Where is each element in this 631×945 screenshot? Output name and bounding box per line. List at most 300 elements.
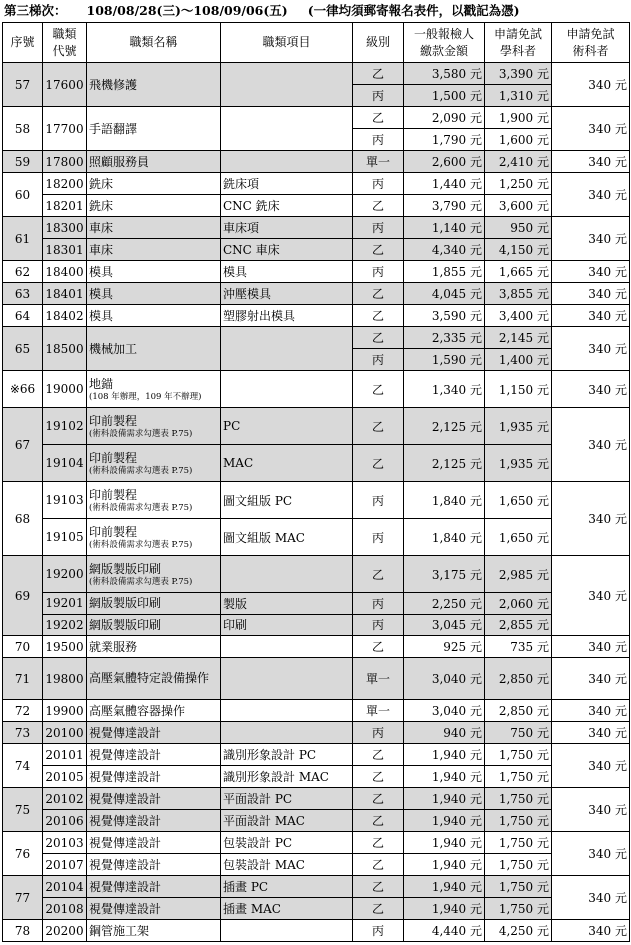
job-note: (108 年辦理，109 年不辦理): [89, 391, 202, 402]
fee-general-cell: 1,940 元: [404, 854, 485, 876]
level-cell: 乙: [353, 327, 404, 349]
table-row: [3, 920, 630, 942]
code-cell: 19000: [43, 371, 87, 408]
name-cell: [87, 371, 221, 408]
item-cell: 平面設計 PC: [221, 788, 353, 810]
job-note: (術科設備需求勾選表 P.75): [89, 502, 193, 513]
code-cell: 18201: [43, 195, 87, 217]
level-cell: 丙: [353, 593, 404, 615]
fee-exempt-written-cell: 1,650 元: [485, 482, 552, 519]
code-cell: 19104: [43, 445, 87, 482]
code-cell: 18400: [43, 261, 87, 283]
fee-exempt-practical-cell: 340 元: [552, 832, 630, 876]
job-name: 模具: [89, 264, 114, 279]
name-cell: [87, 63, 221, 107]
fee-exempt-practical-cell: 340 元: [552, 744, 630, 788]
fee-exempt-written-cell: 750 元: [485, 722, 552, 744]
name-cell: [87, 700, 221, 722]
job-name: 視覺傳達設計: [89, 835, 162, 850]
fee-general-cell: 1,500 元: [404, 85, 485, 107]
level-cell: 乙: [353, 810, 404, 832]
fee-exempt-written-cell: 4,250 元: [485, 920, 552, 942]
title-dates: 108/08/28(三)～108/09/06(五): [86, 3, 288, 18]
code-cell: 19105: [43, 519, 87, 556]
fee-exempt-written-cell: 1,900 元: [485, 107, 552, 129]
job-name: 印前製程: [89, 487, 138, 502]
name-cell: [87, 556, 221, 593]
fee-exempt-written-cell: 3,390 元: [485, 63, 552, 85]
fee-exempt-practical-cell: 340 元: [552, 305, 630, 327]
level-cell: 丙: [353, 129, 404, 151]
level-cell: 乙: [353, 854, 404, 876]
fee-exempt-written-cell: 1,750 元: [485, 832, 552, 854]
code-cell: 17800: [43, 151, 87, 173]
fee-exempt-written-cell: 1,665 元: [485, 261, 552, 283]
table-row: [3, 327, 630, 349]
fee-exempt-practical-cell: 340 元: [552, 107, 630, 151]
fee-exempt-written-cell: 1,935 元: [485, 408, 552, 445]
seq-cell: 77: [3, 876, 43, 920]
code-cell: 19900: [43, 700, 87, 722]
fee-exempt-written-cell: 2,145 元: [485, 327, 552, 349]
item-cell: 印刷: [221, 614, 353, 636]
seq-cell: 67: [3, 408, 43, 482]
seq-cell: 59: [3, 151, 43, 173]
job-name: 車床: [89, 242, 114, 257]
job-name: 地錨: [89, 376, 114, 391]
name-cell: [87, 445, 221, 482]
job-name: 視覺傳達設計: [89, 901, 162, 916]
name-cell: [87, 195, 221, 217]
header-seq: 序號: [3, 23, 43, 63]
item-cell: 識別形象設計 PC: [221, 744, 353, 766]
fee-exempt-written-cell: 1,750 元: [485, 876, 552, 898]
level-cell: 丙: [353, 217, 404, 239]
code-cell: 20102: [43, 788, 87, 810]
job-name: 高壓氣體特定設備操作: [89, 671, 210, 685]
name-cell: [87, 636, 221, 658]
job-name: 印前製程: [89, 413, 138, 428]
job-name: 視覺傳達設計: [89, 769, 162, 784]
name-cell: [87, 593, 221, 615]
header-fee-general: 一般報檢人 繳款金額: [404, 23, 485, 63]
level-cell: 乙: [353, 107, 404, 129]
fee-exempt-written-cell: 2,855 元: [485, 614, 552, 636]
fee-exempt-written-cell: 1,750 元: [485, 744, 552, 766]
fee-general-cell: 3,580 元: [404, 63, 485, 85]
table-row: [3, 658, 630, 700]
level-cell: 乙: [353, 239, 404, 261]
table-row: [3, 854, 630, 876]
code-cell: 19201: [43, 593, 87, 615]
job-note: (術科設備需求勾選表 P.75): [89, 428, 193, 439]
fee-general-cell: 3,040 元: [404, 700, 485, 722]
fee-exempt-written-cell: 2,850 元: [485, 700, 552, 722]
job-note: (術科設備需求勾選表 P.75): [89, 576, 193, 587]
job-name: 手語翻譯: [89, 121, 138, 136]
fee-exempt-written-cell: 1,400 元: [485, 349, 552, 371]
job-name: 網版製版印刷: [89, 596, 162, 611]
fee-exempt-written-cell: 950 元: [485, 217, 552, 239]
job-name: 高壓氣體容器操作: [89, 703, 186, 718]
job-name: 銑床: [89, 176, 114, 191]
item-cell: PC: [221, 408, 353, 445]
item-cell: 包裝設計 MAC: [221, 854, 353, 876]
level-cell: 丙: [353, 85, 404, 107]
item-cell: [221, 63, 353, 107]
job-name: 車床: [89, 220, 114, 235]
code-cell: 20105: [43, 766, 87, 788]
level-cell: 乙: [353, 371, 404, 408]
fee-exempt-practical-cell: 340 元: [552, 63, 630, 107]
table-row: [3, 107, 630, 129]
table-row: [3, 614, 630, 636]
level-cell: 乙: [353, 63, 404, 85]
fee-exempt-practical-cell: 340 元: [552, 876, 630, 920]
fee-general-cell: 2,125 元: [404, 445, 485, 482]
fee-exempt-practical-cell: 340 元: [552, 556, 630, 636]
code-cell: 18402: [43, 305, 87, 327]
fee-exempt-written-cell: 1,750 元: [485, 854, 552, 876]
title-note: (一律均須郵寄報名表件，以戳記為憑): [307, 3, 520, 18]
item-cell: 插畫 MAC: [221, 898, 353, 920]
table-row: [3, 217, 630, 239]
fee-exempt-written-cell: 2,850 元: [485, 658, 552, 700]
fee-general-cell: 4,340 元: [404, 239, 485, 261]
code-cell: 20108: [43, 898, 87, 920]
fee-exempt-written-cell: 2,060 元: [485, 593, 552, 615]
seq-cell: 64: [3, 305, 43, 327]
code-cell: 18300: [43, 217, 87, 239]
table-row: [3, 788, 630, 810]
name-cell: [87, 744, 221, 766]
fee-exempt-practical-cell: 340 元: [552, 371, 630, 408]
fee-general-cell: 1,840 元: [404, 519, 485, 556]
fee-general-cell: 1,440 元: [404, 173, 485, 195]
job-name: 機械加工: [89, 341, 138, 356]
fee-exempt-written-cell: 1,250 元: [485, 173, 552, 195]
job-name: 視覺傳達設計: [89, 725, 162, 740]
fee-general-cell: 2,125 元: [404, 408, 485, 445]
item-cell: 圖文組版 PC: [221, 482, 353, 519]
fee-exempt-written-cell: 3,855 元: [485, 283, 552, 305]
table-row: [3, 519, 630, 556]
table-row: [3, 239, 630, 261]
job-name: 網版製版印刷: [89, 617, 162, 632]
level-cell: 丙: [353, 349, 404, 371]
fee-general-cell: 1,855 元: [404, 261, 485, 283]
fee-exempt-written-cell: 735 元: [485, 636, 552, 658]
item-cell: [221, 920, 353, 942]
seq-cell: 63: [3, 283, 43, 305]
job-name: 視覺傳達設計: [89, 747, 162, 762]
item-cell: 塑膠射出模具: [221, 305, 353, 327]
job-name: 印前製程: [89, 450, 138, 465]
job-name: 視覺傳達設計: [89, 879, 162, 894]
job-name: 就業服務: [89, 639, 138, 654]
item-cell: CNC 車床: [221, 239, 353, 261]
code-cell: 20200: [43, 920, 87, 942]
name-cell: [87, 722, 221, 744]
name-cell: [87, 898, 221, 920]
fee-exempt-practical-cell: 340 元: [552, 283, 630, 305]
job-name: 視覺傳達設計: [89, 857, 162, 872]
fee-general-cell: 1,340 元: [404, 371, 485, 408]
level-cell: 乙: [353, 283, 404, 305]
fee-exempt-written-cell: 3,600 元: [485, 195, 552, 217]
name-cell: [87, 810, 221, 832]
table-row: [3, 832, 630, 854]
fee-exempt-practical-cell: 340 元: [552, 788, 630, 832]
name-cell: [87, 261, 221, 283]
fee-exempt-written-cell: 4,150 元: [485, 239, 552, 261]
fee-general-cell: 1,840 元: [404, 482, 485, 519]
seq-cell: 71: [3, 658, 43, 700]
level-cell: 乙: [353, 744, 404, 766]
code-cell: 20104: [43, 876, 87, 898]
code-cell: 17700: [43, 107, 87, 151]
table-row: [3, 195, 630, 217]
level-cell: 單一: [353, 151, 404, 173]
fee-exempt-written-cell: 3,400 元: [485, 305, 552, 327]
table-row: [3, 151, 630, 173]
job-name: 模具: [89, 286, 114, 301]
fee-general-cell: 4,045 元: [404, 283, 485, 305]
fee-exempt-written-cell: 1,650 元: [485, 519, 552, 556]
name-cell: [87, 876, 221, 898]
fee-general-cell: 1,940 元: [404, 788, 485, 810]
seq-cell: 76: [3, 832, 43, 876]
item-cell: [221, 636, 353, 658]
level-cell: 乙: [353, 305, 404, 327]
fee-general-cell: 940 元: [404, 722, 485, 744]
table-row: [3, 766, 630, 788]
header-code: 職類 代號: [43, 23, 87, 63]
code-cell: 19800: [43, 658, 87, 700]
name-cell: [87, 217, 221, 239]
fee-general-cell: 2,600 元: [404, 151, 485, 173]
fee-exempt-written-cell: 1,600 元: [485, 129, 552, 151]
job-name: 鋼管施工架: [89, 923, 150, 938]
level-cell: 乙: [353, 876, 404, 898]
item-cell: [221, 700, 353, 722]
job-name: 視覺傳達設計: [89, 791, 162, 806]
item-cell: [221, 658, 353, 700]
table-row: [3, 722, 630, 744]
header-item: 職類項目: [221, 23, 353, 63]
fee-exempt-practical-cell: 340 元: [552, 920, 630, 942]
fee-table: [2, 22, 630, 942]
fee-exempt-written-cell: 1,150 元: [485, 371, 552, 408]
seq-cell: 73: [3, 722, 43, 744]
fee-exempt-written-cell: 1,310 元: [485, 85, 552, 107]
item-cell: 插畫 PC: [221, 876, 353, 898]
header-fee-exempt-practical: 申請免試 術科者: [552, 23, 630, 63]
name-cell: [87, 408, 221, 445]
item-cell: 沖壓模具: [221, 283, 353, 305]
item-cell: 車床項: [221, 217, 353, 239]
job-note: (術科設備需求勾選表 P.75): [89, 539, 193, 550]
table-row: [3, 593, 630, 615]
name-cell: [87, 766, 221, 788]
fee-general-cell: 3,045 元: [404, 614, 485, 636]
level-cell: 丙: [353, 261, 404, 283]
fee-general-cell: 2,250 元: [404, 593, 485, 615]
level-cell: 丙: [353, 920, 404, 942]
level-cell: 丙: [353, 519, 404, 556]
table-row: [3, 445, 630, 482]
header-level: 級別: [353, 23, 404, 63]
seq-cell: 69: [3, 556, 43, 636]
item-cell: 模具: [221, 261, 353, 283]
table-row: [3, 636, 630, 658]
seq-cell: 68: [3, 482, 43, 556]
fee-exempt-written-cell: 1,935 元: [485, 445, 552, 482]
code-cell: 19500: [43, 636, 87, 658]
name-cell: [87, 283, 221, 305]
fee-exempt-written-cell: 1,750 元: [485, 810, 552, 832]
fee-exempt-practical-cell: 340 元: [552, 217, 630, 261]
fee-exempt-practical-cell: 340 元: [552, 173, 630, 217]
code-cell: 18500: [43, 327, 87, 371]
seq-cell: 70: [3, 636, 43, 658]
code-cell: 18200: [43, 173, 87, 195]
table-row: [3, 63, 630, 85]
fee-general-cell: 3,590 元: [404, 305, 485, 327]
item-cell: 銑床項: [221, 173, 353, 195]
name-cell: [87, 832, 221, 854]
name-cell: [87, 305, 221, 327]
fee-exempt-written-cell: 2,410 元: [485, 151, 552, 173]
name-cell: [87, 107, 221, 151]
name-cell: [87, 614, 221, 636]
table-row: [3, 173, 630, 195]
job-name: 印前製程: [89, 524, 138, 539]
fee-exempt-practical-cell: 340 元: [552, 261, 630, 283]
title-stage: 第三梯次：: [4, 3, 67, 18]
seq-cell: 72: [3, 700, 43, 722]
level-cell: 丙: [353, 482, 404, 519]
fee-table-body: [3, 63, 630, 942]
name-cell: [87, 239, 221, 261]
item-cell: [221, 722, 353, 744]
item-cell: [221, 556, 353, 593]
name-cell: [87, 327, 221, 371]
fee-general-cell: 1,940 元: [404, 766, 485, 788]
name-cell: [87, 519, 221, 556]
fee-general-cell: 1,140 元: [404, 217, 485, 239]
fee-exempt-written-cell: 2,985 元: [485, 556, 552, 593]
item-cell: [221, 107, 353, 151]
level-cell: 乙: [353, 898, 404, 920]
fee-exempt-practical-cell: 340 元: [552, 151, 630, 173]
table-row: [3, 744, 630, 766]
code-cell: 18401: [43, 283, 87, 305]
header-name: 職類名稱: [87, 23, 221, 63]
code-cell: 20107: [43, 854, 87, 876]
fee-exempt-practical-cell: 340 元: [552, 327, 630, 371]
seq-cell: ※66: [3, 371, 43, 408]
code-cell: 19200: [43, 556, 87, 593]
code-cell: 17600: [43, 63, 87, 107]
seq-cell: 60: [3, 173, 43, 217]
fee-general-cell: 1,940 元: [404, 744, 485, 766]
job-note: (術科設備需求勾選表 P.75): [89, 465, 193, 476]
item-cell: MAC: [221, 445, 353, 482]
seq-cell: 62: [3, 261, 43, 283]
fee-general-cell: 1,940 元: [404, 832, 485, 854]
code-cell: 18301: [43, 239, 87, 261]
table-row: [3, 283, 630, 305]
job-name: 銑床: [89, 198, 114, 213]
fee-general-cell: 1,940 元: [404, 898, 485, 920]
name-cell: [87, 482, 221, 519]
table-row: [3, 408, 630, 445]
seq-cell: 58: [3, 107, 43, 151]
page-title: [0, 0, 631, 22]
table-row: [3, 482, 630, 519]
seq-cell: 57: [3, 63, 43, 107]
name-cell: [87, 173, 221, 195]
fee-general-cell: 1,940 元: [404, 810, 485, 832]
level-cell: 丙: [353, 614, 404, 636]
level-cell: 乙: [353, 832, 404, 854]
item-cell: [221, 151, 353, 173]
level-cell: 丙: [353, 173, 404, 195]
level-cell: 乙: [353, 408, 404, 445]
fee-exempt-written-cell: 1,750 元: [485, 898, 552, 920]
job-name: 網版製版印刷: [89, 561, 162, 576]
fee-general-cell: 3,790 元: [404, 195, 485, 217]
header-fee-exempt-written: 申請免試 學科者: [485, 23, 552, 63]
table-row: [3, 371, 630, 408]
level-cell: 乙: [353, 556, 404, 593]
table-row: [3, 700, 630, 722]
item-cell: CNC 銑床: [221, 195, 353, 217]
seq-cell: 78: [3, 920, 43, 942]
level-cell: 乙: [353, 195, 404, 217]
level-cell: 乙: [353, 788, 404, 810]
code-cell: 20101: [43, 744, 87, 766]
fee-exempt-practical-cell: 340 元: [552, 722, 630, 744]
level-cell: 乙: [353, 636, 404, 658]
fee-exempt-practical-cell: 340 元: [552, 408, 630, 482]
level-cell: 單一: [353, 658, 404, 700]
fee-general-cell: 2,090 元: [404, 107, 485, 129]
fee-general-cell: 1,940 元: [404, 876, 485, 898]
item-cell: [221, 371, 353, 408]
fee-general-cell: 1,790 元: [404, 129, 485, 151]
name-cell: [87, 658, 221, 700]
code-cell: 19103: [43, 482, 87, 519]
seq-cell: 65: [3, 327, 43, 371]
item-cell: 識別形象設計 MAC: [221, 766, 353, 788]
job-name: 飛機修護: [89, 77, 138, 92]
name-cell: [87, 151, 221, 173]
code-cell: 19202: [43, 614, 87, 636]
fee-general-cell: 1,590 元: [404, 349, 485, 371]
header-row: [3, 23, 630, 63]
fee-general-cell: 3,040 元: [404, 658, 485, 700]
fee-exempt-practical-cell: 340 元: [552, 658, 630, 700]
fee-general-cell: 925 元: [404, 636, 485, 658]
code-cell: 20106: [43, 810, 87, 832]
code-cell: 20103: [43, 832, 87, 854]
level-cell: 單一: [353, 700, 404, 722]
name-cell: [87, 854, 221, 876]
table-row: [3, 876, 630, 898]
fee-exempt-practical-cell: 340 元: [552, 482, 630, 556]
